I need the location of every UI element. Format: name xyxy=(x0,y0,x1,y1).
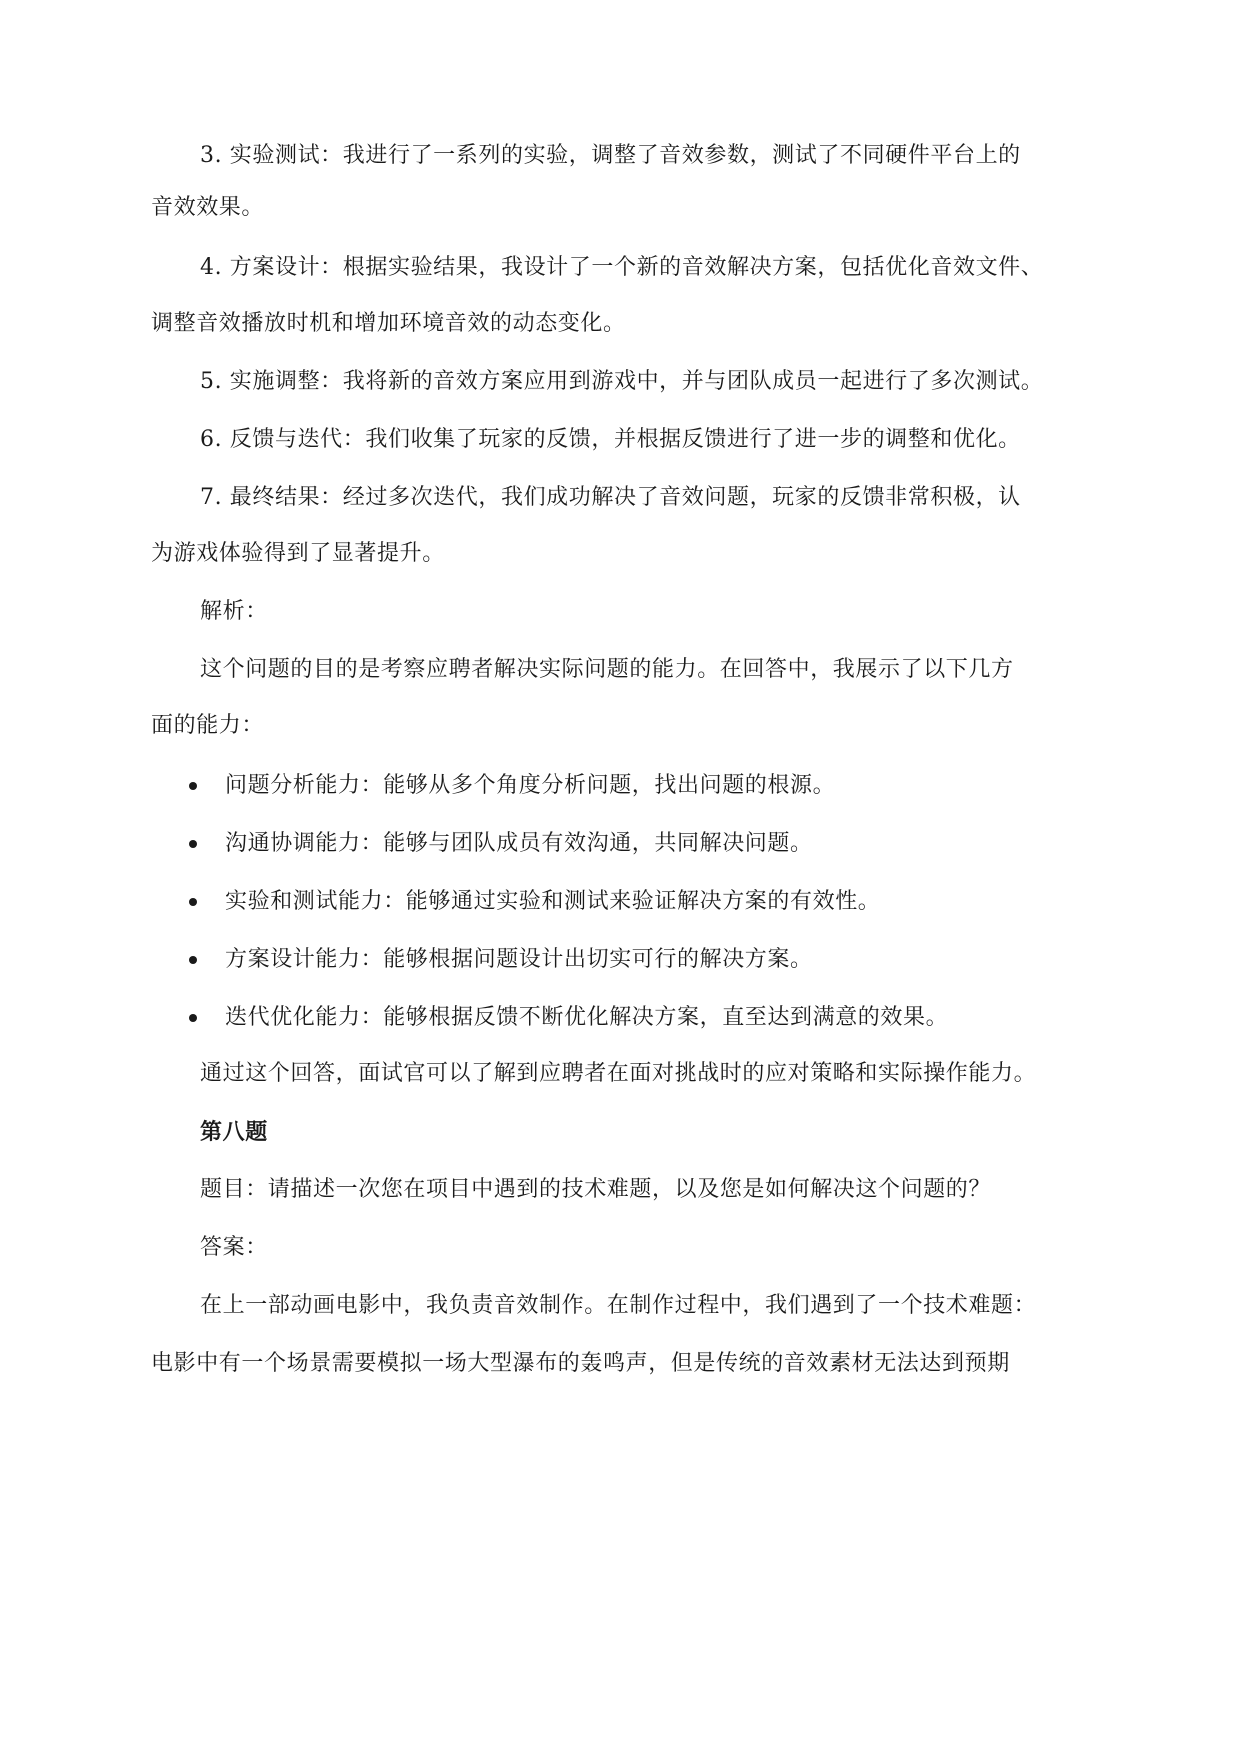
paragraph-step-3-line-1: 3. 实验测试：我进行了一系列的实验，调整了音效参数，测试了不同硬件平台上的 xyxy=(200,143,1021,168)
list-item-text: 问题分析能力：能够从多个角度分析问题，找出问题的根源。 xyxy=(225,773,836,798)
list-item-text: 实验和测试能力：能够通过实验和测试来验证解决方案的有效性。 xyxy=(225,889,881,914)
paragraph-step-5: 5. 实施调整：我将新的音效方案应用到游戏中，并与团队成员一起进行了多次测试。 xyxy=(200,369,1044,394)
bullet-icon xyxy=(189,956,197,964)
answer-label: 答案： xyxy=(200,1235,268,1260)
analysis-label: 解析： xyxy=(200,599,268,624)
bullet-icon xyxy=(189,782,197,790)
answer-paragraph-line-2: 电影中有一个场景需要模拟一场大型瀑布的轰鸣声，但是传统的音效素材无法达到预期 xyxy=(151,1351,1010,1376)
list-item-text: 迭代优化能力：能够根据反馈不断优化解决方案，直至达到满意的效果。 xyxy=(225,1005,949,1030)
paragraph-step-7-line-2: 为游戏体验得到了显著提升。 xyxy=(151,541,445,566)
bullet-icon xyxy=(189,1014,197,1022)
list-item-text: 方案设计能力：能够根据问题设计出切实可行的解决方案。 xyxy=(225,947,813,972)
section-title: 第八题 xyxy=(200,1119,268,1145)
paragraph-step-4-line-2: 调整音效播放时机和增加环境音效的动态变化。 xyxy=(151,311,626,336)
bullet-icon xyxy=(189,898,197,906)
answer-paragraph-line-1: 在上一部动画电影中，我负责音效制作。在制作过程中，我们遇到了一个技术难题： xyxy=(200,1293,1037,1318)
paragraph-step-6: 6. 反馈与迭代：我们收集了玩家的反馈，并根据反馈进行了进一步的调整和优化。 xyxy=(200,427,1021,452)
question-paragraph: 题目：请描述一次您在项目中遇到的技术难题，以及您是如何解决这个问题的？ xyxy=(200,1177,992,1202)
analysis-paragraph-line-1: 这个问题的目的是考察应聘者解决实际问题的能力。在回答中，我展示了以下几方 xyxy=(200,657,1014,682)
bullet-icon xyxy=(189,840,197,848)
conclusion-paragraph: 通过这个回答，面试官可以了解到应聘者在面对挑战时的应对策略和实际操作能力。 xyxy=(200,1061,1037,1086)
list-item-text: 沟通协调能力：能够与团队成员有效沟通，共同解决问题。 xyxy=(225,831,813,856)
paragraph-step-3-line-2: 音效效果。 xyxy=(151,195,265,220)
paragraph-step-7-line-1: 7. 最终结果：经过多次迭代，我们成功解决了音效问题，玩家的反馈非常积极，认 xyxy=(200,485,1021,510)
analysis-paragraph-line-2: 面的能力： xyxy=(151,713,265,738)
paragraph-step-4-line-1: 4. 方案设计：根据实验结果，我设计了一个新的音效解决方案，包括优化音效文件、 xyxy=(200,255,1044,280)
